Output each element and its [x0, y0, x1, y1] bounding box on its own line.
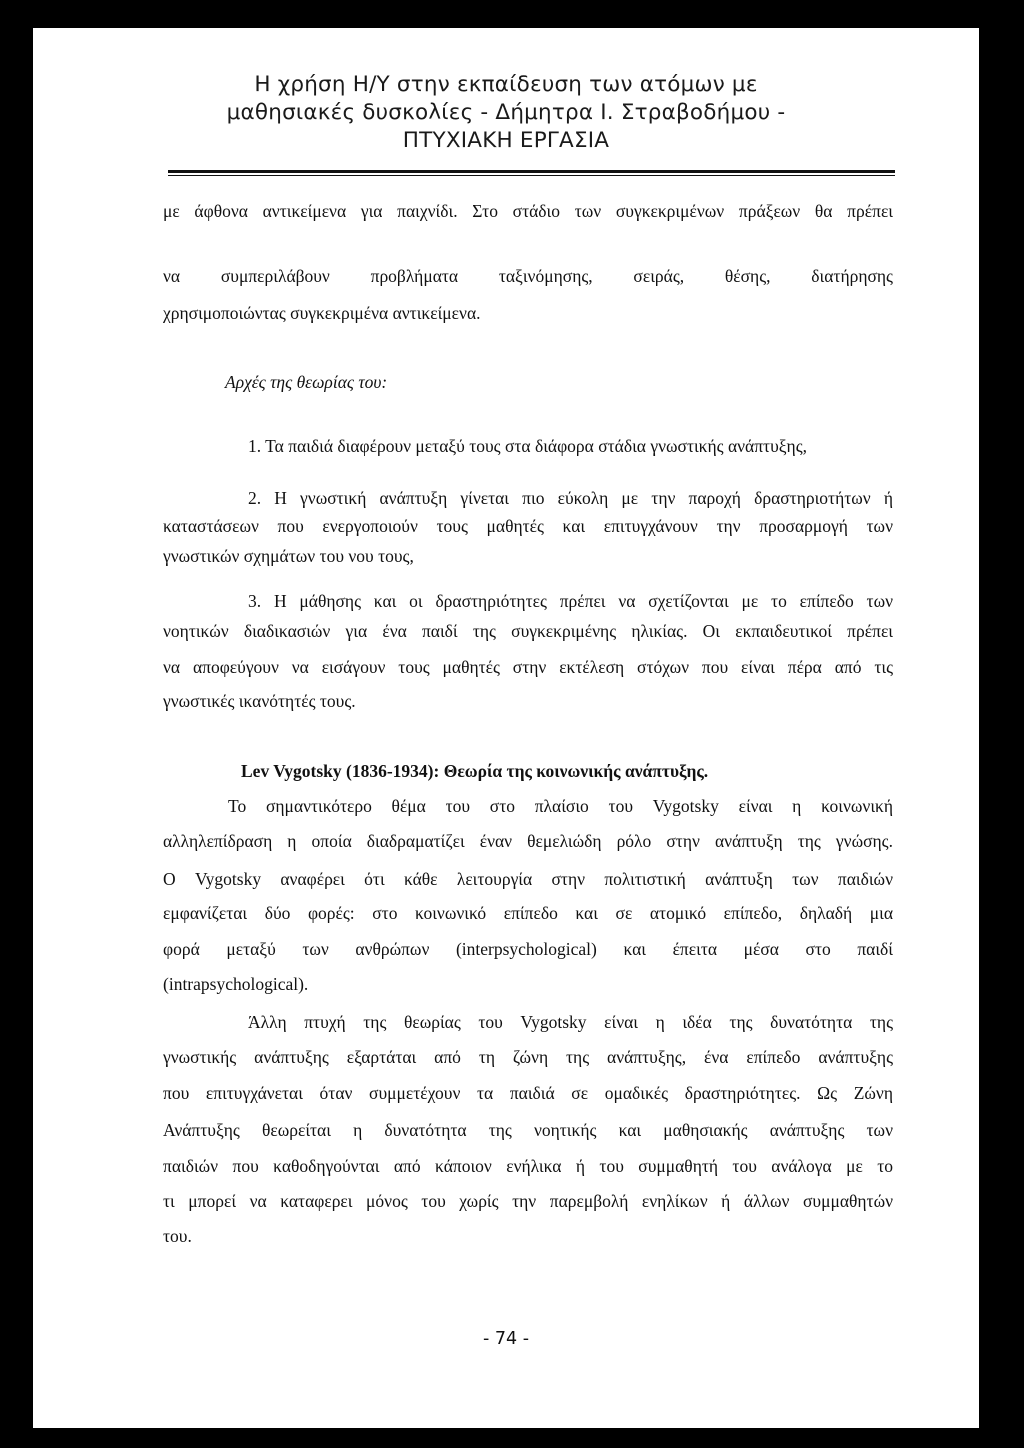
header-rule-thin	[168, 175, 895, 176]
running-header	[33, 71, 979, 155]
intro-line: με άφθονα αντικείμενα για παιχνίδι. Στο στάδιο των συγκεκριμένων πράξεων θα πρέπει	[163, 201, 893, 221]
principle-item-continuation: να αποφεύγουν να εισάγουν τους μαθητές στην εκτέλεση στόχων που είναι πέρα από τις	[163, 657, 893, 677]
principle-item-continuation: νοητικών διαδικασιών για ένα παιδί της συγκεκριμένης ηλικίας. Οι εκπαιδευτικοί πρέπει	[163, 621, 893, 641]
intro-line: να συμπεριλάβουν προβλήματα ταξινόμησης, σειράς, θέσης, διατήρησης	[163, 266, 893, 286]
body-line: που επιτυγχάνεται όταν συμμετέχουν τα παιδιά σε ομαδικές δραστηριότητες. Ως Ζώνη	[163, 1083, 893, 1103]
header-line-1: Η χρήση Η/Υ στην εκπαίδευση των ατόμων με	[254, 72, 758, 97]
body-line: Ανάπτυξης θεωρείται η δυνατότητα της νοητικής και μαθησιακής ανάπτυξης των	[163, 1120, 893, 1140]
body-line: Το σημαντικότερο θέμα του στο πλαίσιο του Vygotsky είναι η κοινωνική	[228, 796, 893, 816]
page-number: - 74 -	[482, 1329, 530, 1349]
section-heading: Lev Vygotsky (1836-1934): Θεωρία της κοινωνικής ανάπτυξης.	[241, 761, 709, 781]
principle-item-continuation: καταστάσεων που ενεργοποιούν τους μαθητές και επιτυγχάνουν την προσαρμογή των	[163, 516, 893, 536]
document-page	[33, 28, 979, 1428]
header-line-3: ΠΤΥΧΙΑΚΗ ΕΡΓΑΣΙΑ	[402, 128, 610, 153]
principle-item: 3. Η μάθησης και οι δραστηριότητες πρέπει να σχετίζονται με το επίπεδο των	[248, 591, 893, 611]
body-line: τι μπορεί να καταφερει μόνος του χωρίς την παρεμβολή ενηλίκων ή άλλων συμμαθητών	[163, 1191, 893, 1211]
header-rule	[168, 170, 895, 173]
body-line: αλληλεπίδραση η οποία διαδραματίζει έναν θεμελιώδη ρόλο στην ανάπτυξη της γνώσης.	[163, 831, 893, 851]
body-line: Ο Vygotsky αναφέρει ότι κάθε λειτουργία στην πολιτιστική ανάπτυξη των παιδιών	[163, 869, 893, 889]
body-line: εμφανίζεται δύο φορές: στο κοινωνικό επίπεδο και σε ατομικό επίπεδο, δηλαδή μια	[163, 903, 893, 923]
body-line: του.	[163, 1226, 192, 1246]
principle-item: 1. Τα παιδιά διαφέρουν μεταξύ τους στα διάφορα στάδια γνωστικής ανάπτυξης,	[248, 436, 808, 456]
body-line: Άλλη πτυχή της θεωρίας του Vygotsky είναι η ιδέα της δυνατότητα της	[248, 1012, 893, 1032]
header-line-2: μαθησιακές δυσκολίες - Δήμητρα Ι. Στραβοδήμου -	[226, 100, 786, 125]
principles-title: Αρχές της θεωρίας του:	[225, 372, 388, 392]
body-line: γνωστικής ανάπτυξης εξαρτάται από τη ζώνη της ανάπτυξης, ένα επίπεδο ανάπτυξης	[163, 1047, 893, 1067]
body-line: φορά μεταξύ των ανθρώπων (interpsychological) και έπειτα μέσα στο παιδί	[163, 939, 893, 959]
body-line: (intrapsychological).	[163, 974, 309, 994]
principle-item-continuation: γνωστικών σχημάτων του νου τους,	[163, 546, 414, 566]
principle-item-continuation: γνωστικές ικανότητές τους.	[163, 691, 356, 711]
body-line: παιδιών που καθοδηγούνται από κάποιον ενήλικα ή του συμμαθητή του ανάλογα με το	[163, 1156, 893, 1176]
principle-item: 2. Η γνωστική ανάπτυξη γίνεται πιο εύκολη με την παροχή δραστηριοτήτων ή	[248, 488, 893, 508]
intro-line: χρησιμοποιώντας συγκεκριμένα αντικείμενα.	[163, 303, 481, 323]
